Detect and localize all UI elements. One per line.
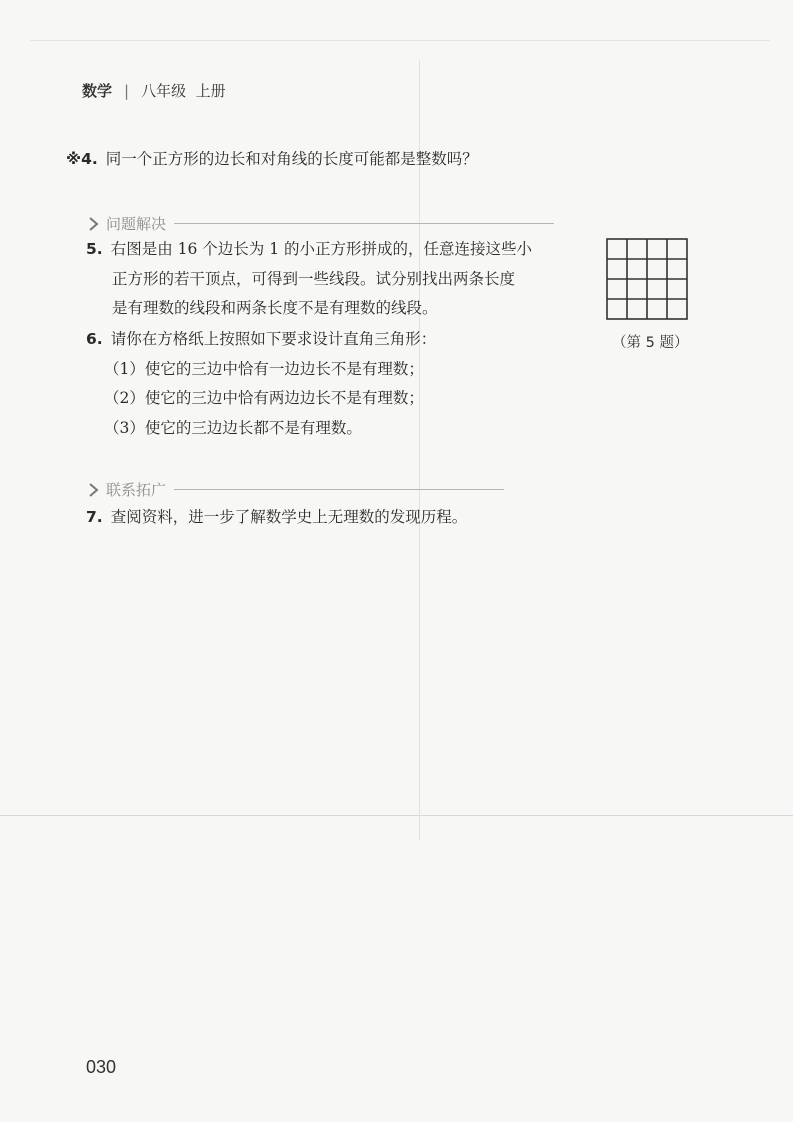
question-6-number: 6.	[86, 330, 103, 348]
chevron-right-icon	[86, 482, 102, 498]
scan-top-rule	[30, 40, 770, 41]
header-grade: 八年级	[141, 82, 187, 100]
header-subject: 数学	[82, 82, 113, 100]
question-7-text: 查阅资料，进一步了解数学史上无理数的发现历程。	[110, 508, 468, 526]
scan-fold-line-vertical	[419, 60, 420, 840]
page-header	[82, 80, 226, 101]
figure-caption: （第 5 题）	[612, 335, 689, 351]
page-number: 030	[86, 1057, 117, 1077]
scan-fold-line	[0, 815, 793, 816]
section-title: 问题解决	[106, 215, 167, 233]
question-7-number: 7.	[86, 508, 103, 526]
question-6-item-1: （1）使它的三边中恰有一边边长不是有理数；	[104, 360, 424, 378]
question-4	[66, 152, 478, 168]
question-5-text-1: 右图是由 16 个边长为 1 的小正方形拼成的，任意连接这些小	[110, 240, 532, 258]
section-rule	[174, 489, 504, 490]
question-6-item-2: （2）使它的三边中恰有两边边长不是有理数；	[104, 389, 424, 407]
question-4-number: ※4.	[66, 150, 98, 168]
section-extension	[86, 479, 504, 500]
question-6-intro	[86, 332, 436, 348]
question-6-item-3: （3）使它的三边边长都不是有理数。	[104, 419, 362, 437]
question-7	[86, 510, 467, 526]
question-5-line-2: 正方形的若干顶点，可得到一些线段。试分别找出两条长度	[112, 270, 516, 288]
question-5-line-3: 是有理数的线段和两条长度不是有理数的线段。	[112, 299, 438, 317]
chevron-right-icon	[86, 216, 102, 232]
section-problem-solving	[86, 213, 554, 234]
section-title: 联系拓广	[106, 481, 167, 499]
question-4-text: 同一个正方形的边长和对角线的长度可能都是整数吗？	[105, 150, 478, 168]
section-rule	[174, 223, 554, 224]
grid-figure	[606, 238, 688, 324]
question-5-number: 5.	[86, 240, 103, 258]
header-separator: |	[124, 82, 130, 100]
four-by-four-grid	[606, 238, 688, 320]
question-6-text: 请你在方格纸上按照如下要求设计直角三角形：	[110, 330, 437, 348]
header-volume: 上册	[195, 82, 226, 100]
question-5-line-1	[86, 242, 532, 258]
